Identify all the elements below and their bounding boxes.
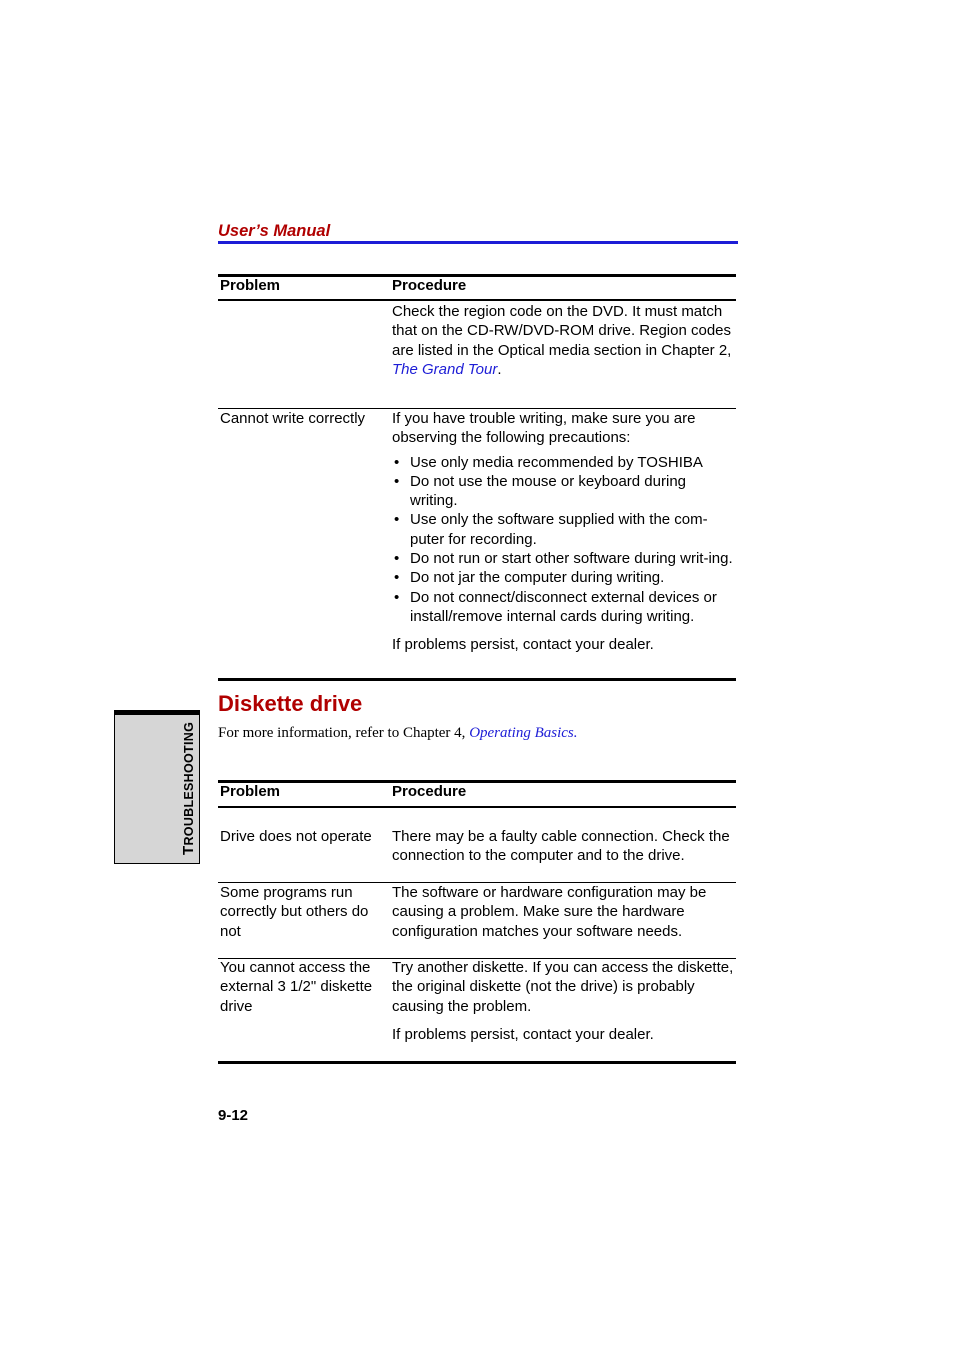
procedure-text: Check the region code on the DVD. It must match that on the CD-RW/DVD-ROM drive. Region codes are listed in the Optical media section in Chapter 2,: [392, 303, 732, 359]
procedure-suffix: .: [497, 360, 502, 378]
procedure-cell: [392, 302, 736, 379]
problem-cell: You cannot access the external 3 1/2" diskette drive: [220, 959, 373, 1015]
page-number: 9-12: [218, 1107, 249, 1124]
header-rule: [218, 299, 736, 301]
header-rule: [218, 241, 738, 244]
section-intro: [218, 725, 578, 742]
column-header-problem: Problem: [220, 783, 281, 800]
procedure-text: Try another diskette. If you can access the diskette, the original diskette (not the drive) is probably causing the problem.: [392, 959, 734, 1015]
grand-tour-link[interactable]: The Grand Tour: [392, 360, 498, 378]
procedure-outro: If problems persist, contact your dealer.: [392, 1025, 654, 1043]
header-rule: [218, 806, 736, 808]
manual-title: User’s Manual: [218, 222, 331, 240]
list-item: • Do not connect/disconnect external devices or install/remove internal cards during writing.: [392, 588, 736, 627]
problem-cell: Drive does not operate: [220, 828, 372, 845]
section-heading: Diskette drive: [218, 691, 363, 716]
procedure-cell: [392, 409, 736, 655]
operating-basics-link[interactable]: Operating Basics.: [469, 725, 578, 741]
procedure-cell: [392, 958, 736, 1044]
list-item: • Do not jar the computer during writing.: [392, 568, 736, 587]
list-item: • Do not run or start other software during writ-ing.: [392, 549, 736, 568]
table-bottom-rule: [218, 1061, 736, 1064]
procedure-cell: There may be a faulty cable connection. Check the connection to the computer and to the drive.: [392, 828, 730, 865]
table-bottom-rule: [218, 678, 736, 681]
procedure-outro: If problems persist, contact your dealer.: [392, 636, 654, 654]
precautions-list: [392, 453, 736, 627]
list-item: • Do not use the mouse or keyboard during writing.: [392, 472, 736, 511]
chapter-tab-label: TROUBLESHOOTING: [180, 721, 197, 855]
problem-cell: Some programs run correctly but others do not: [220, 884, 369, 940]
list-item: • Use only media recommended by TOSHIBA: [392, 453, 736, 472]
column-header-procedure: Procedure: [392, 783, 467, 800]
procedure-intro: If you have trouble writing, make sure you are observing the following precautions:: [392, 410, 696, 447]
column-header-procedure: Procedure: [392, 277, 467, 294]
intro-text: For more information, refer to Chapter 4,: [218, 725, 470, 741]
procedure-cell: The software or hardware configuration may be causing a problem. Make sure the hardware configuration matches your software needs.: [392, 884, 707, 940]
column-header-problem: Problem: [220, 277, 281, 294]
problem-cell: Cannot write correctly: [220, 410, 366, 427]
list-item: • Use only the software supplied with the com-puter for recording.: [392, 510, 736, 549]
